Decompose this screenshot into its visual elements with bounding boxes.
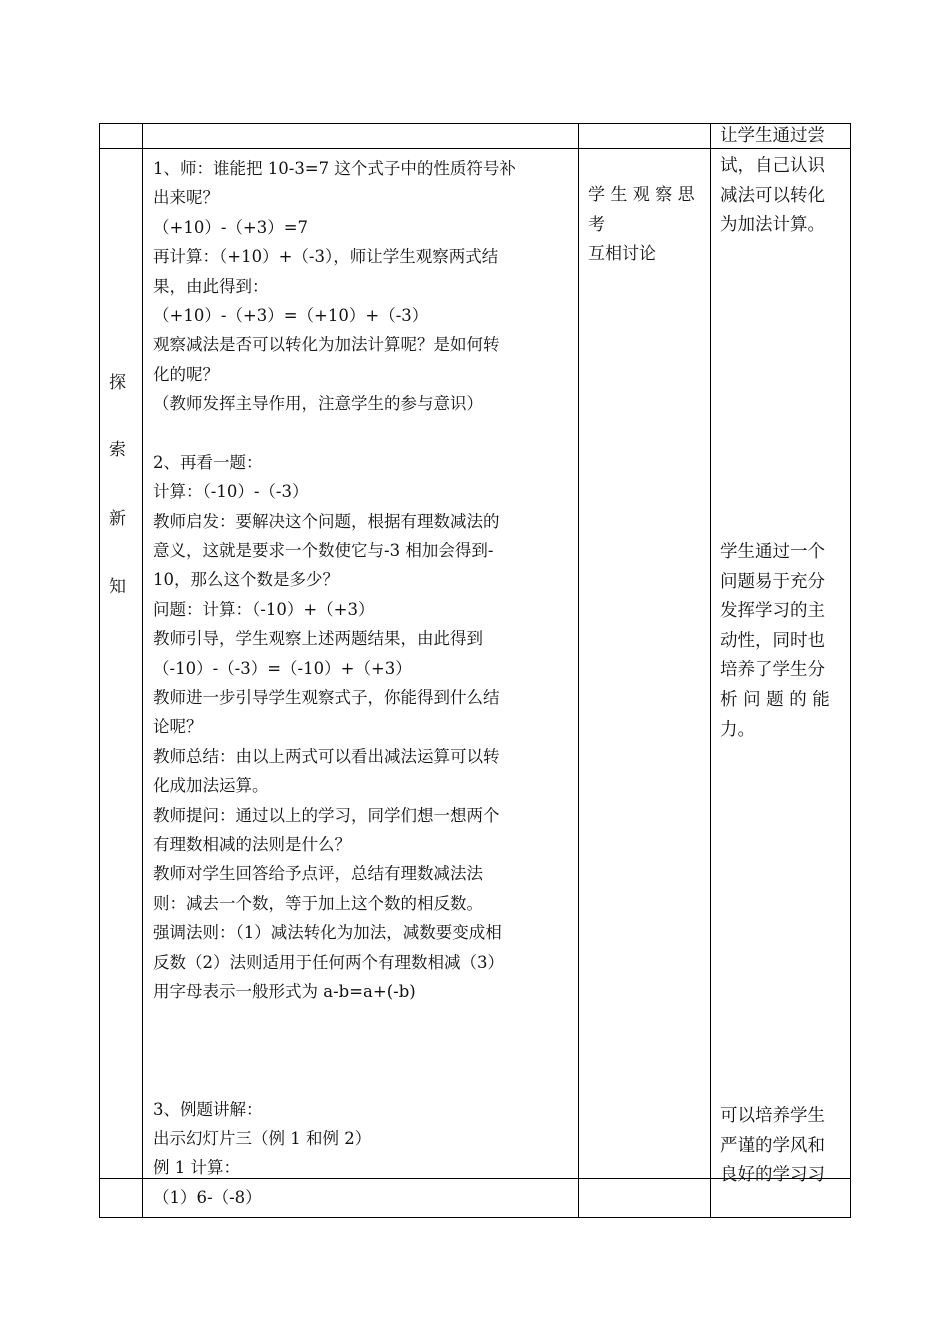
content-line: 问题：计算：（-10）+（+3） bbox=[153, 599, 375, 619]
activity-line: 学 生 观 察 思 bbox=[588, 185, 695, 205]
content-line: 出来呢？ bbox=[153, 188, 219, 208]
column-divider-4 bbox=[710, 123, 711, 1218]
content-line: 用字母表示一般形式为 a-b=a+(-b) bbox=[153, 981, 416, 1001]
content-line: （-10）-（-3）=（-10）+（+3） bbox=[153, 658, 412, 678]
design-intent-block-1 bbox=[720, 152, 825, 241]
content-line: 则：减去一个数，等于加上这个数的相反数。 bbox=[153, 893, 483, 913]
column-divider-5 bbox=[850, 123, 851, 1218]
content-line: 教师对学生回答给予点评，总结有理数减法法 bbox=[153, 864, 483, 884]
content-line: 出示幻灯片三（例 1 和例 2） bbox=[153, 1128, 372, 1148]
intent-line: 动性，同时也 bbox=[720, 630, 825, 651]
section-label-char-3: 新 bbox=[109, 509, 126, 529]
content-line: 计算：（-10）-（-3） bbox=[153, 482, 309, 502]
content-line: 果，由此得到： bbox=[153, 276, 269, 296]
section-label-char-2: 索 bbox=[109, 440, 126, 460]
intent-line: 可以培养学生 bbox=[720, 1106, 825, 1126]
intent-line: 良好的学习习 bbox=[720, 1165, 825, 1186]
intent-line: 严谨的学风和 bbox=[720, 1135, 825, 1156]
content-line: 观察减法是否可以转化为加法计算呢？是如何转 bbox=[153, 335, 500, 355]
design-intent-block-3 bbox=[720, 1102, 825, 1191]
content-line: （教师发挥主导作用，注意学生的参与意识） bbox=[153, 394, 483, 414]
content-line: 教师进一步引导学生观察式子，你能得到什么结 bbox=[153, 688, 500, 708]
content-line: 教师引导，学生观察上述两题结果，由此得到 bbox=[153, 629, 483, 649]
section-label-char-1: 探 bbox=[109, 373, 126, 393]
content-line: 有理数相减的法则是什么？ bbox=[153, 834, 351, 854]
content-line: 化成加法运算。 bbox=[153, 776, 269, 796]
table-bottom-border bbox=[99, 1217, 851, 1218]
content-line: （+10）-（+3）=（+10）+（-3） bbox=[153, 305, 429, 325]
content-line: 论呢？ bbox=[153, 717, 203, 737]
activity-line: 互相讨论 bbox=[588, 244, 656, 265]
content-line: 例 1 计算： bbox=[153, 1158, 240, 1178]
intent-line: 析 问 题 的 能 bbox=[720, 689, 830, 710]
design-intent-block-2 bbox=[720, 538, 830, 745]
content-line: 1、师：谁能把 10-3=7 这个式子中的性质符号补 bbox=[153, 159, 516, 178]
content-line bbox=[153, 1036, 516, 1065]
content-line: 10，那么这个数是多少？ bbox=[153, 570, 339, 590]
intent-line: 减法可以转化 bbox=[720, 185, 825, 206]
content-line: 再计算：（+10）+（-3），师让学生观察两式结 bbox=[153, 247, 499, 267]
column-divider-2 bbox=[142, 123, 143, 1218]
column-divider-3 bbox=[578, 123, 579, 1218]
intent-line: 力。 bbox=[720, 719, 755, 740]
student-activity bbox=[588, 181, 695, 270]
intent-line: 学生通过一个 bbox=[720, 542, 825, 562]
intent-line: 发挥学习的主 bbox=[720, 601, 825, 622]
content-line: （1）6-（-8） bbox=[153, 1187, 262, 1207]
content-line bbox=[153, 419, 516, 448]
content-line: 化的呢？ bbox=[153, 364, 219, 384]
intent-line: 问题易于充分 bbox=[720, 571, 825, 592]
content-line: 反数（2）法则适用于任何两个有理数相减（3） bbox=[153, 952, 504, 972]
content-line bbox=[153, 1006, 516, 1035]
content-line: 教师总结：由以上两式可以看出减法运算可以转 bbox=[153, 746, 500, 766]
content-line: 3、例题讲解： bbox=[153, 1099, 263, 1119]
intent-line: 让学生通过尝 bbox=[720, 126, 825, 146]
design-intent-header-text bbox=[720, 122, 825, 152]
content-line bbox=[153, 1065, 516, 1094]
section-label-char-4: 知 bbox=[109, 577, 126, 597]
content-line: 强调法则：（1）减法转化为加法，减数要变成相 bbox=[153, 923, 502, 943]
activity-line: 考 bbox=[588, 214, 605, 235]
intent-line: 为加法计算。 bbox=[720, 215, 825, 236]
teaching-content bbox=[153, 154, 516, 1212]
content-line: 教师提问：通过以上的学习，同学们想一想两个 bbox=[153, 805, 500, 825]
content-line: 2、再看一题： bbox=[153, 452, 263, 472]
content-line: 意义，这就是要求一个数使它与-3 相加会得到- bbox=[153, 541, 494, 561]
column-divider-1 bbox=[99, 123, 100, 1218]
intent-line: 试，自己认识 bbox=[720, 156, 825, 176]
content-line: （+10）-（+3）=7 bbox=[153, 217, 309, 237]
content-line: 教师启发：要解决这个问题，根据有理数减法的 bbox=[153, 511, 500, 531]
intent-line: 培养了学生分 bbox=[720, 660, 825, 681]
